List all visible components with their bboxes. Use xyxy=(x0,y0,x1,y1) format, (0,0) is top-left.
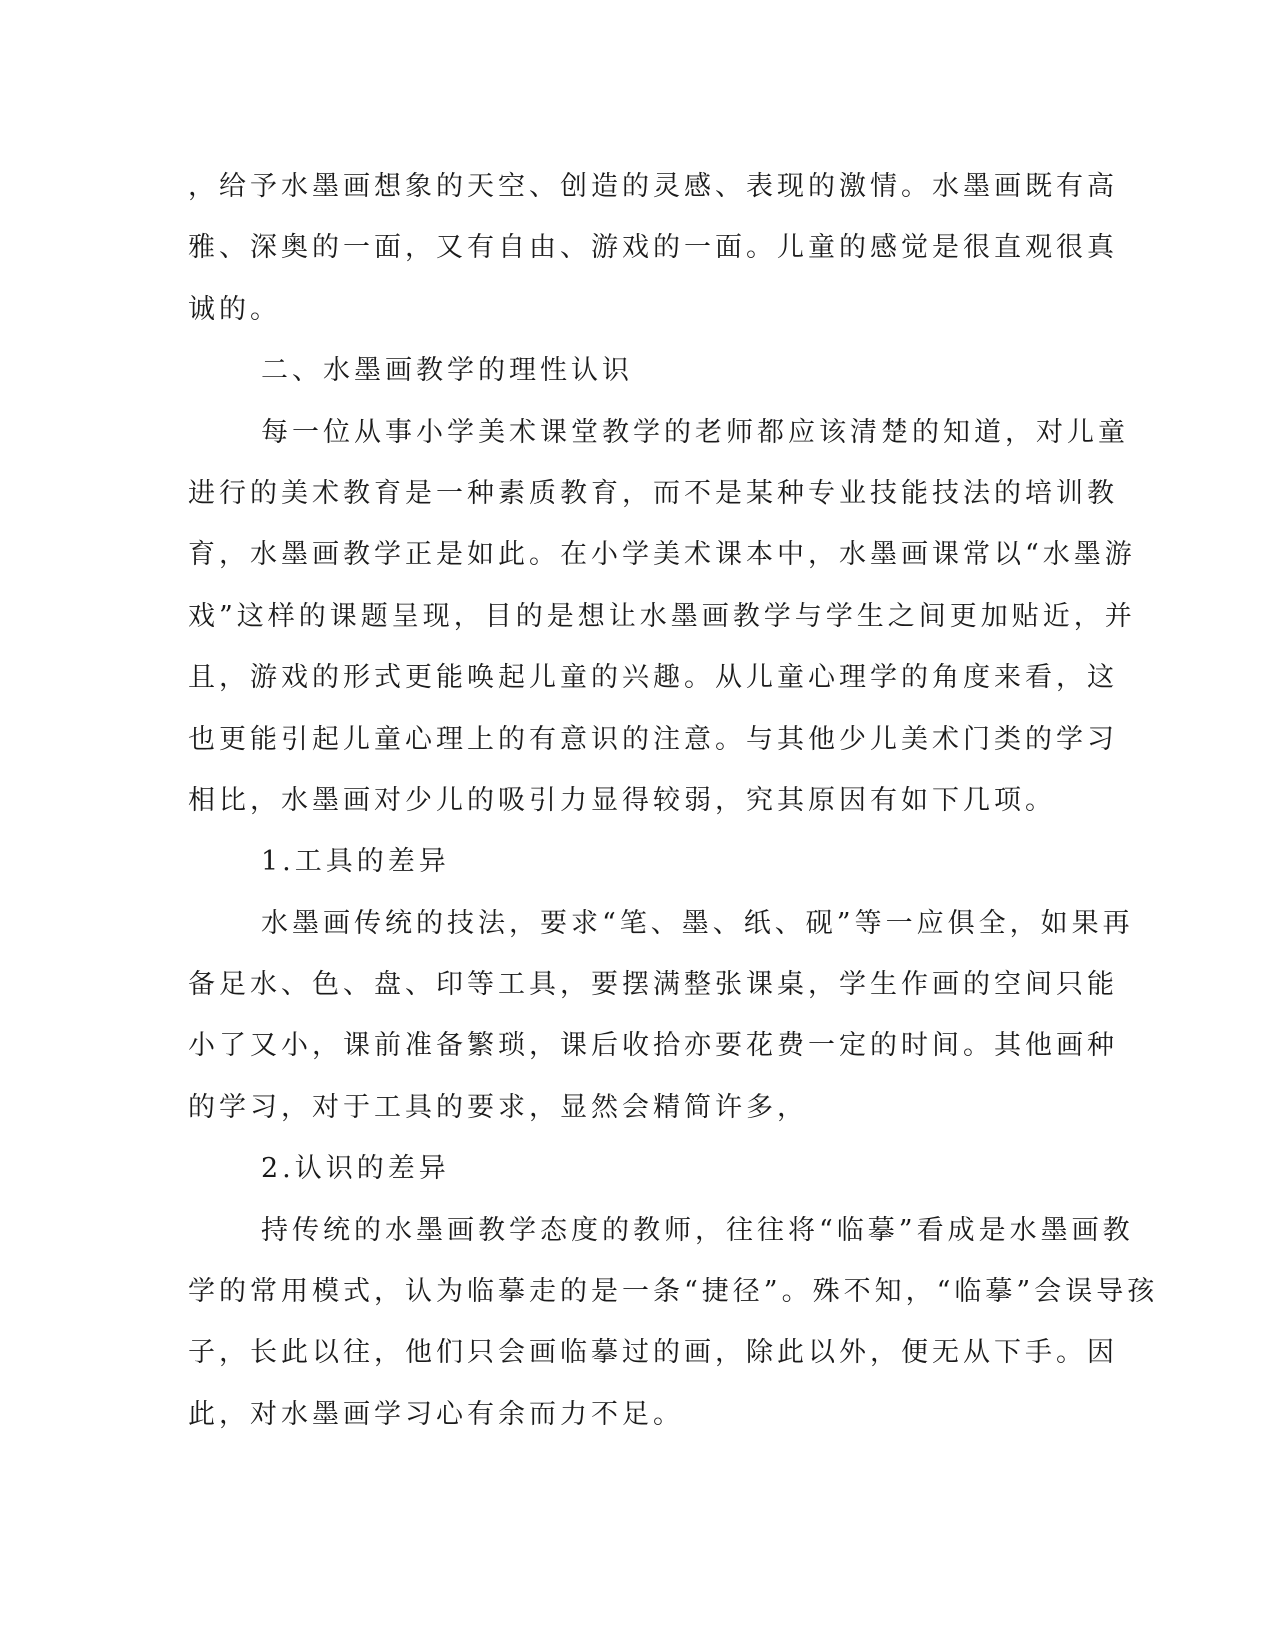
body-text xyxy=(188,156,1159,1445)
text-line: 育，水墨画教学正是如此。在小学美术课本中，水墨画课常以“水墨游 xyxy=(188,539,1136,571)
text-line: 诚的。 xyxy=(188,293,281,325)
text-line: 小了又小，课前准备繁琐，课后收拾亦要花费一定的时间。其他画种 xyxy=(188,1030,1118,1062)
text-line: 水墨画传统的技法，要求“笔、墨、纸、砚”等一应俱全，如果再 xyxy=(261,907,1134,939)
text-line: 进行的美术教育是一种素质教育，而不是某种专业技能技法的培训教 xyxy=(188,477,1118,509)
text-line: 学的常用模式，认为临摹走的是一条“捷径”。殊不知，“临摹”会误导孩 xyxy=(188,1276,1159,1308)
subsection-heading: 1.工具的差异 xyxy=(261,846,450,878)
text-line: 且，游戏的形式更能唤起儿童的兴趣。从儿童心理学的角度来看，这 xyxy=(188,662,1118,694)
text-line: 此，对水墨画学习心有余而力不足。 xyxy=(188,1398,684,1430)
text-line: 备足水、色、盘、印等工具，要摆满整张课桌，学生作画的空间只能 xyxy=(188,969,1118,1001)
text-line: 持传统的水墨画教学态度的教师，往往将“临摹”看成是水墨画教 xyxy=(261,1214,1134,1246)
subsection-heading: 2.认识的差异 xyxy=(261,1153,450,1185)
text-line: 戏”这样的课题呈现，目的是想让水墨画教学与学生之间更加贴近，并 xyxy=(188,600,1136,632)
text-line: 的学习，对于工具的要求，显然会精简许多， xyxy=(188,1091,808,1123)
text-line: 子，长此以往，他们只会画临摹过的画，除此以外，便无从下手。因 xyxy=(188,1337,1118,1369)
text-line: ，给予水墨画想象的天空、创造的灵感、表现的激情。水墨画既有高 xyxy=(188,171,1118,202)
text-line: 雅、深奥的一面，又有自由、游戏的一面。儿童的感觉是很直观很真 xyxy=(188,232,1118,264)
text-line: 相比，水墨画对少儿的吸引力显得较弱，究其原因有如下几项。 xyxy=(188,784,1056,816)
text-line: 也更能引起儿童心理上的有意识的注意。与其他少儿美术门类的学习 xyxy=(188,723,1118,755)
section-heading: 二、水墨画教学的理性认识 xyxy=(261,355,633,387)
text-line: 每一位从事小学美术课堂教学的老师都应该清楚的知道，对儿童 xyxy=(261,416,1129,448)
